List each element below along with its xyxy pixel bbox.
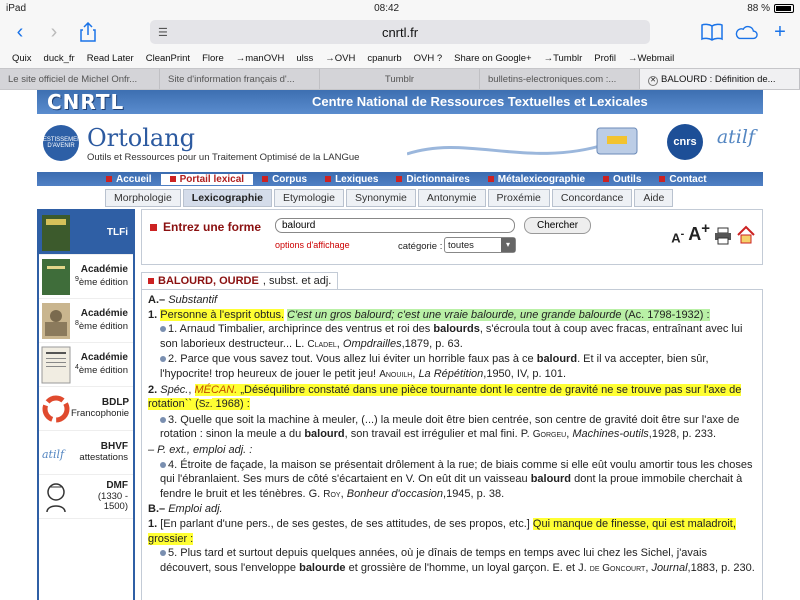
reader-icon[interactable]: ☰ [158,27,168,39]
tlfi-book-icon [41,214,71,252]
bookmark-item[interactable]: OVH ? [413,52,443,64]
nav-portail-lexical[interactable]: Portail lexical [161,174,253,185]
academie-book-icon [41,258,71,296]
status-bar [0,0,800,16]
tab-synonymie[interactable]: Synonymie [346,189,416,207]
atilf-small-icon [41,434,71,472]
nav-metalexicographie[interactable]: Métalexicographie [479,174,594,185]
ortolang-logo[interactable]: Ortolang Outils et Ressources pour un Traitement Optimisé de la LANGue [87,123,360,163]
bookmark-item[interactable]: →manOVH [235,52,285,64]
search-input[interactable] [275,218,515,233]
nav-corpus[interactable]: Corpus [253,174,316,185]
site-header-bar [37,90,763,114]
sense-extension: – P. ext., emploi adj. : [148,443,253,456]
url-text: cnrtl.fr [381,24,419,40]
example-3: 3. Quelle que soit la machine à meuler, (...) la meule doit être bien centrée, son centre de gravité doit être sur l'axe de rotation : sinon la meule a du balourd, son travail est irrégulier et mal fini. P. Gorgeu, Machines-outils,1928, p. 233. [160,413,740,441]
example-1: 1. Arnaud Timbalier, archiprince des ventrus et roi des balourds, s'écroula tout à coup avec fracas, entraînant avec lui son laborieux destructeur... L. Cladel, Ompdrailles,1879, p. 63. [160,323,743,350]
nav-contact[interactable]: Contact [650,174,715,185]
network-cable-image [407,114,667,172]
close-tab-icon[interactable]: ✕ [648,76,658,86]
chevron-down-icon: ▾ [501,238,515,252]
forward-icon[interactable]: › [50,20,58,43]
tab-lexicographie[interactable]: Lexicographie [183,189,272,207]
new-tab-icon[interactable]: + [774,20,786,43]
dictionary-sidebar [37,209,135,600]
bookmark-item[interactable]: duck_fr [43,52,75,64]
display-options-link[interactable]: options d'affichage [275,240,350,250]
bookmark-item[interactable]: →Webmail [627,52,675,64]
back-icon[interactable]: ‹ [16,20,24,43]
browser-tab[interactable]: Site d'information français d'... [160,69,320,89]
print-icon[interactable] [714,227,732,245]
bookmark-item[interactable]: CleanPrint [145,52,191,64]
section-b-heading: B.– Emploi adj. [148,503,223,516]
search-form [141,209,763,265]
sidebar-item-dmf[interactable]: DMF (1330 - 1500) [39,475,133,519]
dictionary-entry [141,289,763,600]
sense-1: 1. Personne à l'esprit obtus. C'est un gros balourd; c'est une vraie balourde, une grande balourde (Ac. 1798-1932) : [148,308,710,321]
sidebar-item-academie-4[interactable]: Académie $^4$ème édition [39,343,133,387]
part-of-speech: , subst. et adj. [262,275,332,287]
font-decrease-icon[interactable]: A- [671,227,685,245]
device-name: iPad [6,2,27,14]
browser-tab-active[interactable]: ✕ BALOURD : Définition de... [640,69,800,89]
headword: BALOURD, OURDE [158,275,259,287]
category-select[interactable]: toutes ▾ [444,237,516,253]
bookmark-item[interactable]: Profil [594,52,616,64]
sense-b1: 1. [En parlant d'une pers., de ses gestes, de ses attitudes, de ses propos, etc.] Qui manque de finesse, qui est maladroit, grossier : [148,517,736,545]
tab-strip [0,68,800,90]
atilf-logo[interactable]: atilf [716,126,755,148]
battery-icon [774,4,794,13]
page-tools [671,220,756,245]
sidebar-item-academie-8[interactable]: Académie $^8$ème édition [39,299,133,343]
tab-concordance[interactable]: Concordance [552,189,632,207]
main-nav [37,172,763,186]
bookmark-item[interactable]: Quix [12,52,32,64]
section-a-heading: A.– Substantif [148,294,218,306]
cnrtl-page [32,90,763,600]
sidebar-item-bdlp[interactable]: BDLP Francophonie [39,387,133,431]
bookmark-item[interactable]: ulss [296,52,314,64]
entry-tab [141,271,763,289]
search-button[interactable]: Chercher [524,217,591,234]
content-area [37,209,763,600]
cnrtl-logo[interactable]: CNRTL [47,90,125,114]
bookmark-item[interactable]: cpanurb [367,52,402,64]
sidebar-item-tlfi[interactable]: TLFi [39,211,133,255]
clock: 08:42 [374,2,400,14]
example-4: 4. Étroite de façade, la maison se présentait drôlement à la rue; de biais comme si elle eût voulu amortir tous les choses qui l'ébranlaient. Ses murs de côté s'écartaient en V. On eût dit un vaisseau balourd dont la proue immobile cherchait à fendre le bruit et les ténèbres. G. Roy, Bonheur d'occasion,1945, p. 38. [160,458,753,500]
dmf-portrait-icon [41,478,71,516]
nav-accueil[interactable]: Accueil [97,174,161,185]
browser-tab[interactable]: Tumblr [320,69,480,89]
bookmark-item[interactable]: →Tumblr [543,52,583,64]
browser-tab[interactable]: bulletins-electroniques.com :... [480,69,640,89]
sense-2: 2. Spéc., MÉCAN. „Déséquilibre constaté dans une pièce tournante dont le centre de gravité ne se trouve pas sur l'axe de rotation`` (Sz. 1968) : [148,383,742,411]
tab-aide[interactable]: Aide [634,189,673,207]
site-banner [32,114,763,172]
nav-lexiques[interactable]: Lexiques [316,174,387,185]
battery-indicator: 88 % [747,3,794,14]
font-increase-icon[interactable]: A+ [688,220,710,244]
browser-toolbar [0,16,800,48]
share-icon[interactable] [76,20,100,44]
example-5: 5. Plus tard et surtout depuis quelques années, où je dînais de temps en temps avec lui chez les Sichel, j'avais découvert, sous l'enveloppe balourde et grossière de l'homme, un loyal garçon. E. et J. de Goncourt, Journal,1883, p. 230. [160,547,755,574]
bdlp-circle-icon [41,390,71,428]
bookmarks-bar [0,48,800,68]
cnrs-logo[interactable]: cnrs [667,124,703,160]
bookmark-item[interactable]: →OVH [325,52,356,64]
category-label: catégorie : [398,241,443,252]
icloud-tabs-icon[interactable] [734,20,758,44]
lexical-tabs [37,189,763,207]
bookmark-item[interactable]: Read Later [86,52,134,64]
academie-building-icon [41,302,71,340]
address-bar[interactable] [150,20,650,44]
example-2: 2. Parce que vous savez tout. Vous allez lui éviter un horrible faux pas à ce balourd. Et il va accepter, bien sûr, l'hypocrite! trop heureux de jouer le petit jeu! Anouilh, La Répétition,1950, IV, p. 101. [160,353,709,380]
tab-proxemie[interactable]: Proxémie [488,189,550,207]
svg-text:atilf: atilf [42,447,65,461]
nav-outils[interactable]: Outils [594,174,650,185]
home-icon[interactable] [736,225,756,245]
investissements-badge: INVESTISSEMENTS D'AVENIR [43,125,79,161]
tab-antonymie[interactable]: Antonymie [418,189,486,207]
sidebar-item-academie-9[interactable]: Académie $^9$ème édition [39,255,133,299]
site-subtitle: Centre National de Ressources Textuelles et Lexicales [312,94,648,109]
bookmark-item[interactable]: Flore [202,52,224,64]
bookmark-item[interactable]: Share on Google+ [454,52,532,64]
bookmarks-icon[interactable] [700,20,724,44]
nav-dictionnaires[interactable]: Dictionnaires [387,174,478,185]
form-label: Entrez une forme [150,220,261,234]
browser-tab[interactable]: Le site officiel de Michel Onfr... [0,69,160,89]
academie-page-icon [41,346,71,384]
tab-morphologie[interactable]: Morphologie [105,189,181,207]
tab-etymologie[interactable]: Etymologie [274,189,344,207]
main-column [141,209,763,600]
sidebar-item-bhvf[interactable]: atilf BHVF attestations [39,431,133,475]
